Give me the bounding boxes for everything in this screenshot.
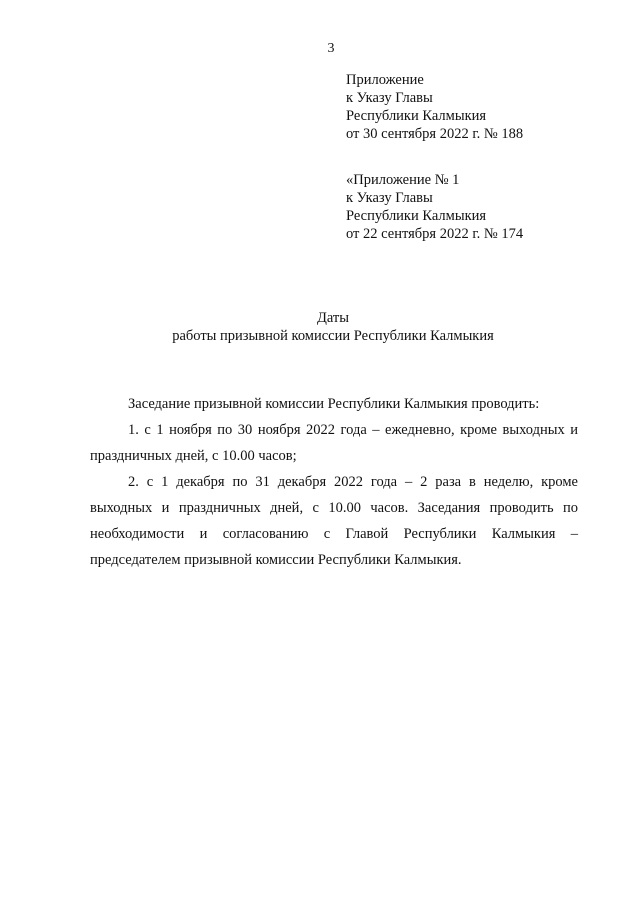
body-intro (90, 391, 578, 417)
original-appendix-header-line: «Приложение № 1 (346, 172, 460, 188)
page-number: 3 (327, 41, 335, 56)
document-subtitle: работы призывной комиссии Республики Калмыкия (172, 328, 494, 344)
appendix-header (346, 71, 523, 143)
body-item-1 (90, 417, 578, 469)
original-appendix-header-line: от 22 сентября 2022 г. № 174 (346, 226, 524, 242)
original-appendix-header-line: к Указу Главы (346, 190, 433, 206)
appendix-header-line: Приложение (346, 72, 424, 88)
document-title: Даты (316, 310, 350, 326)
item-1-paragraph: 1. с 1 ноября по 30 ноября 2022 года – ежедневно, кроме выходных и праздничных дней, с 10.00 часов; (90, 422, 578, 464)
appendix-header-line: к Указу Главы (346, 90, 433, 106)
item-2-paragraph: 2. с 1 декабря по 31 декабря 2022 года – 2 раза в неделю, кроме выходных и праздничных дней, с 10.00 часов. Заседания проводить по необходимости и согласованию с Главой Республики Калмыкия – председателем призывной комиссии Республики Калмыкия. (90, 474, 578, 568)
original-appendix-header-line: Республики Калмыкия (346, 208, 487, 224)
appendix-header-line: Республики Калмыкия (346, 108, 487, 124)
appendix-header-line: от 30 сентября 2022 г. № 188 (346, 126, 524, 142)
body-item-2 (90, 469, 578, 573)
intro-paragraph: Заседание призывной комиссии Республики Калмыкия проводить: (128, 396, 540, 412)
original-appendix-header (346, 171, 523, 243)
